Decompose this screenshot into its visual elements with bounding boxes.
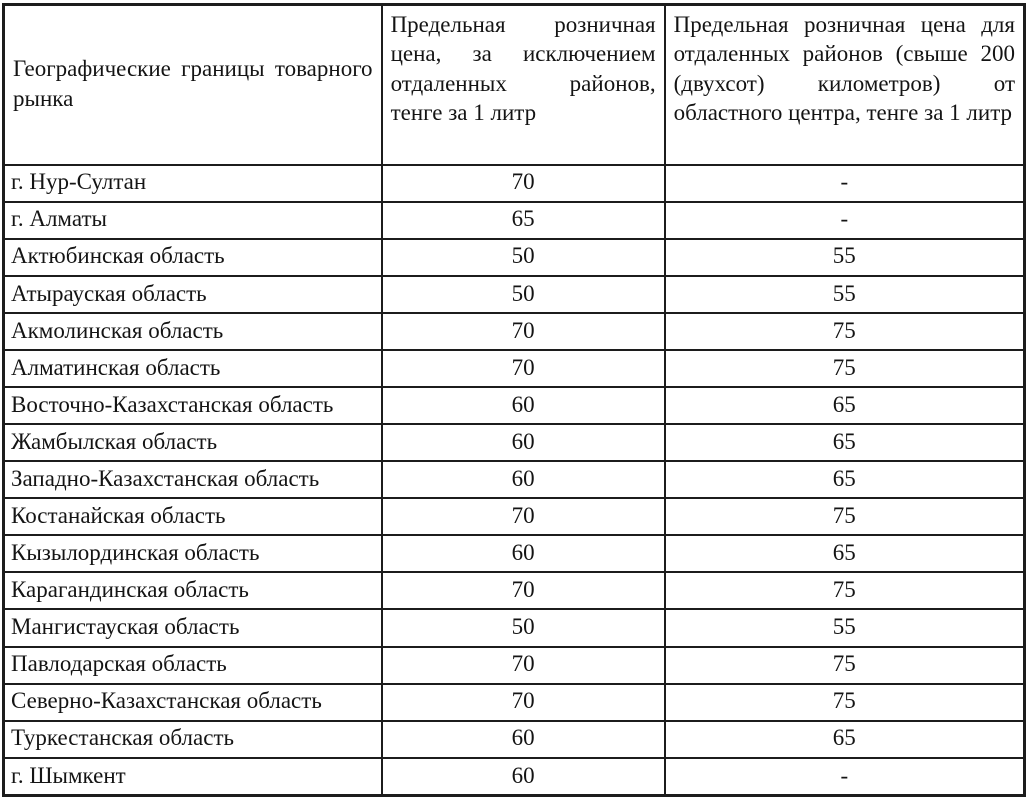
price-cell: 65 bbox=[382, 202, 665, 239]
header-max-retail-price: Предельная розничная цена, за исключением отдаленных районов, тенге за 1 литр bbox=[382, 5, 665, 165]
remote-price-cell: 75 bbox=[665, 647, 1025, 684]
table-row bbox=[4, 461, 1025, 498]
remote-price-cell: 55 bbox=[665, 239, 1025, 276]
region-cell: г. Алматы bbox=[4, 202, 382, 239]
price-cell: 60 bbox=[382, 424, 665, 461]
table-header bbox=[4, 5, 1025, 165]
remote-price-cell: 65 bbox=[665, 461, 1025, 498]
region-cell: Жамбылская область bbox=[4, 424, 382, 461]
region-cell: г. Шымкент bbox=[4, 758, 382, 796]
header-max-retail-price-remote: Предельная розничная цена для отдаленных районов (свыше 200 (двухсот) километров) от областного центра, тенге за 1 литр bbox=[665, 5, 1025, 165]
region-cell: Туркестанская область bbox=[4, 721, 382, 758]
remote-price-cell: - bbox=[665, 202, 1025, 239]
price-cell: 60 bbox=[382, 387, 665, 424]
remote-price-cell: - bbox=[665, 165, 1025, 202]
header-geographic-boundaries: Географические границы товарного рынка bbox=[4, 5, 382, 165]
region-cell: Кызылординская область bbox=[4, 535, 382, 572]
remote-price-cell: - bbox=[665, 758, 1025, 796]
region-cell: Западно-Казахстанская область bbox=[4, 461, 382, 498]
price-cell: 70 bbox=[382, 350, 665, 387]
price-cell: 50 bbox=[382, 276, 665, 313]
table-row bbox=[4, 313, 1025, 350]
remote-price-cell: 55 bbox=[665, 609, 1025, 646]
remote-price-cell: 65 bbox=[665, 535, 1025, 572]
table-row bbox=[4, 350, 1025, 387]
region-cell: Алматинская область bbox=[4, 350, 382, 387]
price-cell: 50 bbox=[382, 609, 665, 646]
table-row bbox=[4, 684, 1025, 721]
table-row bbox=[4, 572, 1025, 609]
price-cell: 70 bbox=[382, 684, 665, 721]
region-cell: Актюбинская область bbox=[4, 239, 382, 276]
table-row bbox=[4, 387, 1025, 424]
price-cell: 60 bbox=[382, 535, 665, 572]
table-row bbox=[4, 424, 1025, 461]
price-cell: 70 bbox=[382, 572, 665, 609]
region-cell: Восточно-Казахстанская область bbox=[4, 387, 382, 424]
remote-price-cell: 75 bbox=[665, 350, 1025, 387]
fuel-price-limits-table bbox=[2, 3, 1026, 797]
price-cell: 70 bbox=[382, 498, 665, 535]
remote-price-cell: 65 bbox=[665, 721, 1025, 758]
price-cell: 60 bbox=[382, 461, 665, 498]
table-row bbox=[4, 609, 1025, 646]
table-row bbox=[4, 647, 1025, 684]
region-cell: Акмолинская область bbox=[4, 313, 382, 350]
table-row bbox=[4, 239, 1025, 276]
remote-price-cell: 55 bbox=[665, 276, 1025, 313]
region-cell: Атырауская область bbox=[4, 276, 382, 313]
price-cell: 60 bbox=[382, 721, 665, 758]
table-row bbox=[4, 202, 1025, 239]
header-row bbox=[4, 5, 1025, 165]
table-row bbox=[4, 165, 1025, 202]
remote-price-cell: 65 bbox=[665, 387, 1025, 424]
price-cell: 60 bbox=[382, 758, 665, 796]
remote-price-cell: 75 bbox=[665, 313, 1025, 350]
remote-price-cell: 65 bbox=[665, 424, 1025, 461]
table-row bbox=[4, 276, 1025, 313]
remote-price-cell: 75 bbox=[665, 498, 1025, 535]
price-cell: 70 bbox=[382, 165, 665, 202]
remote-price-cell: 75 bbox=[665, 572, 1025, 609]
price-cell: 70 bbox=[382, 647, 665, 684]
remote-price-cell: 75 bbox=[665, 684, 1025, 721]
region-cell: Карагандинская область bbox=[4, 572, 382, 609]
price-cell: 70 bbox=[382, 313, 665, 350]
region-cell: Северно-Казахстанская область bbox=[4, 684, 382, 721]
table-row bbox=[4, 498, 1025, 535]
region-cell: Павлодарская область bbox=[4, 647, 382, 684]
region-cell: г. Нур-Султан bbox=[4, 165, 382, 202]
table-row bbox=[4, 758, 1025, 796]
table-row bbox=[4, 535, 1025, 572]
price-cell: 50 bbox=[382, 239, 665, 276]
table-row bbox=[4, 721, 1025, 758]
table-body bbox=[4, 165, 1025, 796]
region-cell: Костанайская область bbox=[4, 498, 382, 535]
region-cell: Мангистауская область bbox=[4, 609, 382, 646]
